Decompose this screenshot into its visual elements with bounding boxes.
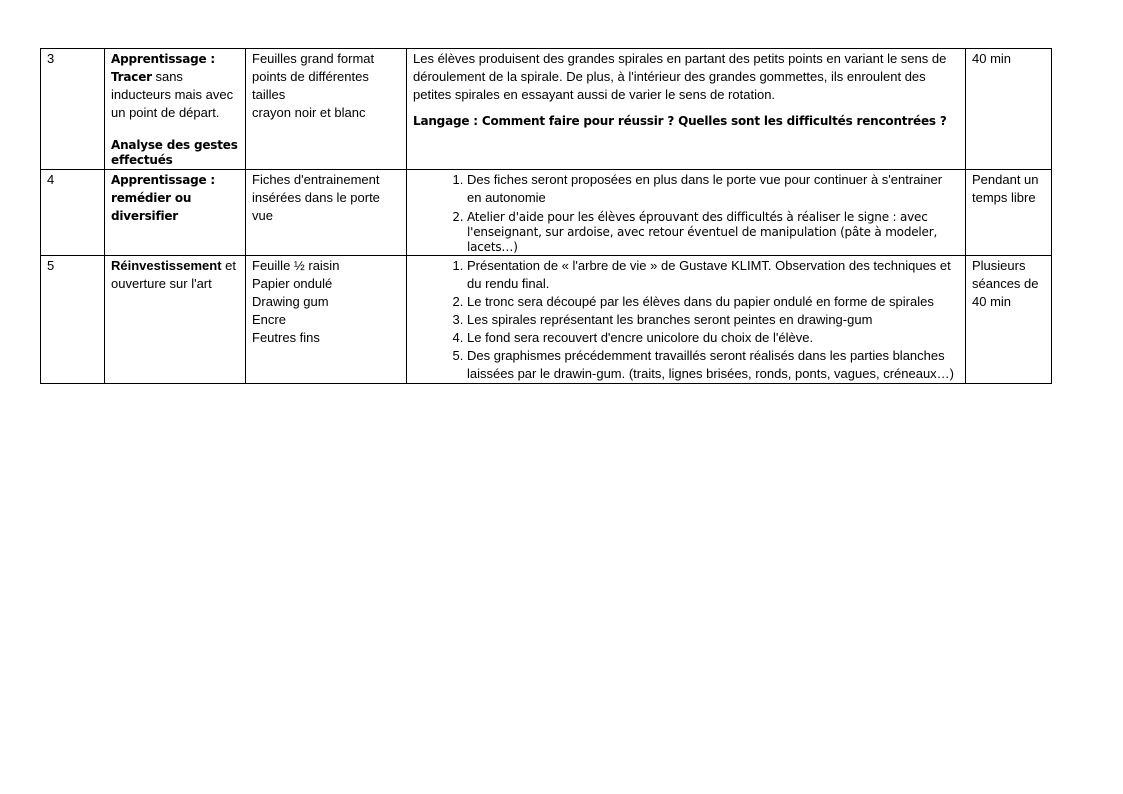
steps-list (413, 171, 959, 255)
session-number: 4 (41, 170, 105, 256)
table-row (41, 170, 1052, 256)
steps-list (413, 257, 959, 383)
table-row (41, 49, 1052, 170)
duration: Plusieurs séances de 40 min (972, 258, 1039, 309)
session-number: 5 (41, 256, 105, 384)
material-item: points de différentes tailles (252, 69, 369, 102)
session-number: 3 (41, 49, 105, 170)
material-item: crayon noir et blanc (252, 105, 366, 120)
material-item: Papier ondulé (252, 276, 333, 291)
list-item: 5. Des graphismes précédemment travaillés seront réalisés dans les parties blanches laissées par le drawin-gum. (traits, lignes brisées, ronds, ponts, vagues, créneaux…) (467, 347, 959, 383)
phase-bold-word: Tracer (111, 70, 152, 84)
materials-cell (246, 256, 407, 384)
material-item: Feuille ½ raisin (252, 258, 340, 273)
activity-description: Les élèves produisent des grandes spirales en partant des petits points en variant le sens de déroulement de la spirale. De plus, à l'intérieur des grandes gommettes, ils enroulent des petites spirales en essayant aussi de varier le sens de rotation. (413, 51, 947, 102)
list-item: 4. Le fond sera recouvert d'encre unicolore du choix de l'élève. (467, 329, 959, 347)
list-item: 1. Présentation de « l'arbre de vie » de Gustave KLIMT. Observation des techniques et du rendu final. (467, 257, 959, 293)
phase-description (111, 68, 239, 122)
list-item: 3. Les spirales représentant les branches seront peintes en drawing-gum (467, 311, 959, 329)
material-item: Feuilles grand format (252, 51, 375, 66)
duration-cell (966, 170, 1052, 256)
list-item: 2. Atelier d'aide pour les élèves éprouvant des difficultés à réaliser le signe : avec l'enseignant, sur ardoise, avec retour éventuel de manipulation (pâte à modeler, lacets…) (467, 210, 959, 255)
phase-analysis: Analyse des gestes effectués (111, 138, 238, 167)
table-row (41, 256, 1052, 384)
list-item: 1. Des fiches seront proposées en plus dans le porte vue pour continuer à s'entrainer en autonomie (467, 171, 959, 207)
materials-cell (246, 170, 407, 256)
duration-cell (966, 49, 1052, 170)
phase-text: sans inducteurs mais avec un point de départ. (111, 69, 234, 120)
materials-cell (246, 49, 407, 170)
description-cell (407, 170, 966, 256)
phase-text: et ouverture sur l'art (111, 258, 237, 291)
phase-cell (105, 256, 246, 384)
phase-title: Réinvestissement (111, 258, 222, 273)
phase-title: Apprentissage : (111, 52, 216, 66)
phase-cell (105, 49, 246, 170)
language-prompt: Langage : Comment faire pour réussir ? Quelles sont les difficultés rencontrées ? (413, 114, 947, 128)
list-item: 2. Le tronc sera découpé par les élèves dans du papier ondulé en forme de spirales (467, 293, 959, 311)
material-item: Fiches d'entrainement insérées dans le porte vue (252, 172, 380, 223)
material-item: Feutres fins (252, 330, 320, 345)
material-item: Drawing gum (252, 294, 329, 309)
material-item: Encre (252, 312, 286, 327)
duration: Pendant un temps libre (972, 172, 1039, 205)
phase-title: Apprentissage : remédier ou diversifier (111, 173, 216, 223)
phase-cell (105, 170, 246, 256)
lesson-plan-table (40, 48, 1052, 384)
description-cell (407, 256, 966, 384)
description-cell (407, 49, 966, 170)
duration: 40 min (972, 51, 1012, 66)
duration-cell (966, 256, 1052, 384)
